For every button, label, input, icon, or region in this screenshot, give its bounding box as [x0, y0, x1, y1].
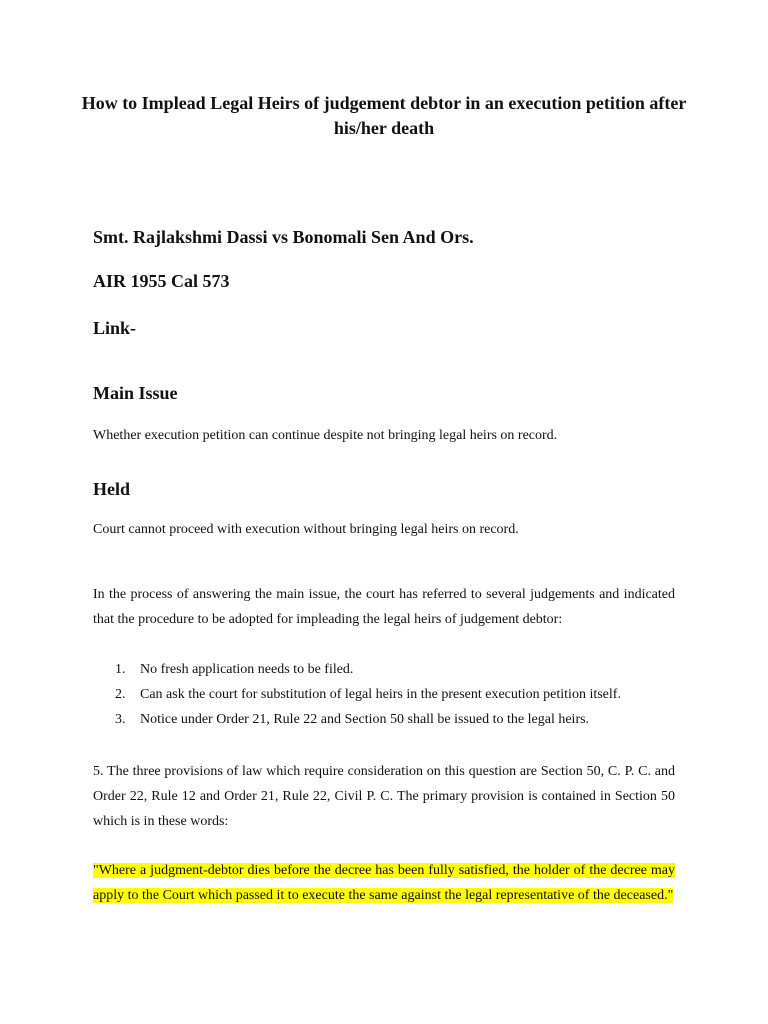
document-title: How to Implead Legal Heirs of judgement debtor in an execution petition after his/her death: [81, 93, 687, 138]
link-label: Link-: [93, 318, 137, 338]
case-citation: AIR 1955 Cal 573: [93, 271, 230, 291]
list-item-text: Can ask the court for substitution of legal heirs in the present execution petition itself.: [140, 687, 621, 702]
main-issue-text: Whether execution petition can continue despite not bringing legal heirs on record.: [93, 428, 558, 443]
list-item-number: 2.: [115, 687, 126, 702]
highlighted-quote: [93, 858, 675, 908]
list-item-number: 1.: [115, 662, 126, 677]
main-issue-heading: Main Issue: [93, 383, 178, 403]
list-item: [93, 707, 693, 732]
held-text: Court cannot proceed with execution without bringing legal heirs on record.: [93, 522, 519, 537]
list-item: [93, 682, 693, 707]
case-name: Smt. Rajlakshmi Dassi vs Bonomali Sen And Ors.: [93, 227, 474, 247]
process-paragraph: In the process of answering the main issue, the court has referred to several judgements and indicated that the procedure to be adopted for impleading the legal heirs of judgement debtor:: [93, 587, 675, 627]
held-heading: Held: [93, 479, 131, 499]
list-item-text: No fresh application needs to be filed.: [140, 662, 354, 677]
provisions-paragraph: 5. The three provisions of law which require consideration on this question are Section 50, C. P. C. and Order 22, Rule 12 and Order 21, Rule 22, Civil P. C. The primary provision is contained in Section 50 which is in these words:: [93, 764, 675, 829]
quote-highlight-text: "Where a judgment-debtor dies before the decree has been fully satisfied, the holder of the decree may apply to the Court which passed it to execute the same against the legal representative of the deceased.": [93, 863, 675, 903]
procedure-list: [93, 657, 693, 732]
list-item: [93, 657, 693, 682]
list-item-number: 3.: [115, 712, 126, 727]
list-item-text: Notice under Order 21, Rule 22 and Section 50 shall be issued to the legal heirs.: [140, 712, 590, 727]
